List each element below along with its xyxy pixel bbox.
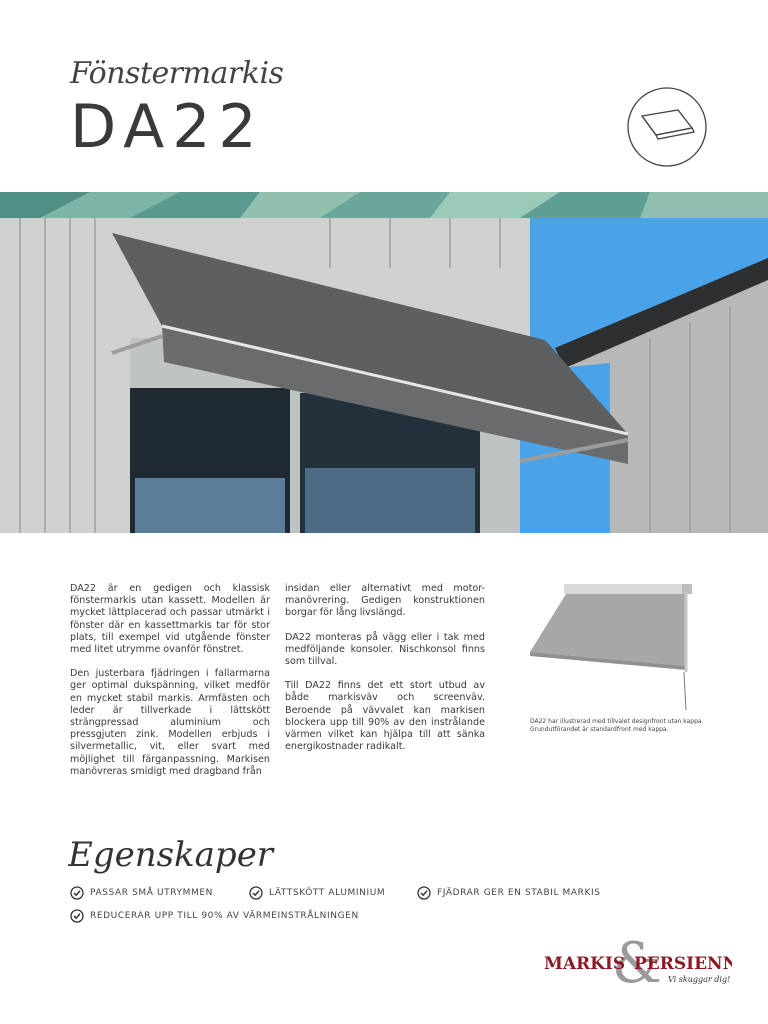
body-paragraph: DA22 är en gedigen och klassisk fönstermarkis utan kassett. Modellen är mycket lättplacerad och passar utmärkt i fönster där en kassettmarkis tar för stor plats, till exempel vid utgående fönster med litet utrymme ovanför fönstret.: [70, 583, 270, 656]
product-illustration: [526, 582, 706, 712]
feature-label: PASSAR SMÅ UTRYMMEN: [90, 888, 213, 898]
features-heading: [68, 832, 298, 882]
feature-label: LÄTTSKÖTT ALUMINIUM: [269, 888, 386, 898]
feature-item: [417, 886, 601, 900]
hero-photo: [0, 218, 768, 533]
brand-logo: [542, 936, 732, 992]
logo-tagline: Vi skuggar dig!: [668, 975, 731, 984]
check-circle-icon: [249, 886, 263, 900]
decorative-banner: [0, 192, 768, 218]
feature-item: [70, 886, 213, 900]
image-caption: DA22 har illustrerad med tillvalet designfront utan kappa. Grundutförandet är standardfront med kappa.: [530, 718, 704, 733]
body-paragraph: DA22 monteras på vägg eller i tak med medföljande konsoler. Nischkonsol finns som tillval.: [285, 631, 485, 668]
logo-ampersand: &: [612, 936, 662, 992]
check-circle-icon: [417, 886, 431, 900]
body-column-1: [70, 583, 270, 790]
awning-icon: [626, 86, 708, 168]
logo-name-left: MARKIS: [544, 954, 626, 974]
logo-name-right: PERSIENN: [634, 954, 732, 974]
check-circle-icon: [70, 909, 84, 923]
body-paragraph: insidan eller alternativt med motor-manövrering. Gedigen konstruktionen borgar för lång livslängd.: [285, 583, 485, 619]
feature-item: [70, 909, 359, 923]
body-paragraph: Till DA22 finns det ett stort utbud av både markisväv och screenväv. Beroende på vävvalet kan markisen blockera upp till 90% av den instrålande värmen vilket kan hjälpa till att sänka energikostnader radikalt.: [285, 680, 485, 753]
body-paragraph: Den justerbara fjädringen i fallarmarna ger optimal dukspänning, vilket medför en mycket stabil markis. Armfästen och leder är tillverkade i lättskött strängpressad aluminium och pressgjuten zink. Modellen erbjuds i silvermetallic, vit, eller svart med möjlighet till färganpassning. Markisen manövreras smidigt med dragband från: [70, 668, 270, 777]
page-title: DA22: [70, 92, 265, 162]
feature-label: FJÄDRAR GER EN STABIL MARKIS: [437, 888, 601, 898]
feature-label: REDUCERAR UPP TILL 90% AV VÄRMEINSTRÅLNINGEN: [90, 911, 359, 921]
feature-item: [249, 886, 385, 900]
page-subtitle: Fönstermarkis: [70, 56, 284, 91]
check-circle-icon: [70, 886, 84, 900]
body-column-2: [285, 583, 485, 765]
features-heading-text: Egenskaper: [68, 835, 274, 875]
